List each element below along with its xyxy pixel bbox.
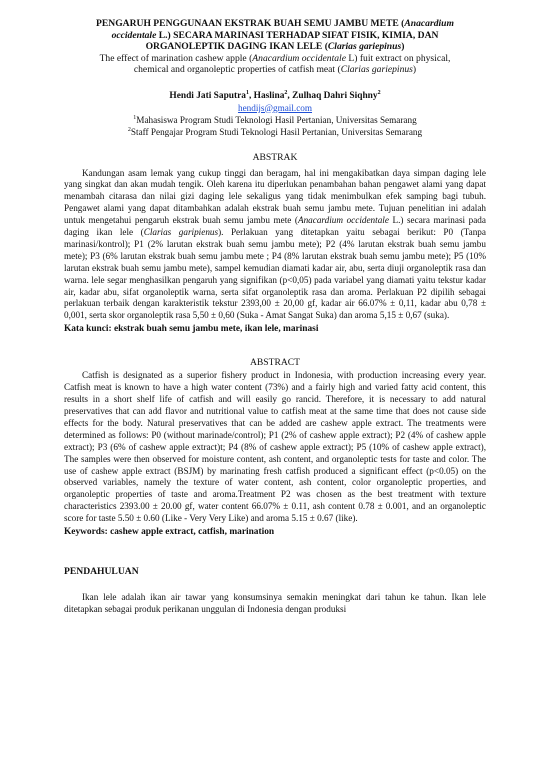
pendahuluan-heading: PENDAHULUAN [64, 566, 139, 578]
abstract-paragraph: Catfish is designated as a superior fishery product in Indonesia, with production increasing every year. Catfish meat is known to have a high water content (73%) and a fairly high and varied fatty acid content, this results in a short shelf life of catfish and will easily go rancid. Therefore, it is necessary to add natural preservatives that can add flavor and nutritional value to catfish meat at the same time that does not cause side effects for the body. Natural preservatives that can be added are cashew apple extract. The treatments were determined as follows: P0 (without marinade/control); P1 (2% of cashew apple extract); P2 (4% of cashew apple extract); P3 (6% of cashew apple extract)t; P4 (8% of cashew apple extract); P5 (10% of cashew apple extract), The samples were then observed for moisture content, ash content, and organoleptic tests for taste and color. The use of cashew apple extract (BSJM) by marinating fresh catfish produced a significant effect (p<0.05) on the observed variables, namely the texture of water content, ash content, color organoleptic properties, and organoleptic properties of taste and aroma.Treatment P2 was chosen as the best treatment with texture characteristics 2393.00 ± 20.00 gf, water content 66.07% ± 0.11, ash content 0.78 ± 0.001, and an organoleptic score for taste 5.50 ± 0.60 (Like - Very Very Like) and aroma 5.15 ± 0.67 (like). [64, 370, 486, 524]
paper-title-english: The effect of marination cashew apple (Anacardium occidentale L) fuit extract on physical, chemical and organoleptic properties of catfish meat (Clarias gariepinus) [99, 52, 451, 75]
pendahuluan-paragraph: Ikan lele adalah ikan air tawar yang konsumsinya semakin meningkat dari tahun ke tahun. Ikan lele ditetapkan sebagai produk perikanan unggulan di Indonesia dengan produksi [64, 592, 486, 614]
author-email-link[interactable]: hendijs@gmail.com [237, 102, 313, 113]
paper-title-indonesian: PENGARUH PENGGUNAAN EKSTRAK BUAH SEMU JAMBU METE (Anacardium occidentale L.) SECARA MARINASI TERHADAP SIFAT FISIK, KIMIA, DAN ORGANOLEPTIK DAGING IKAN LELE (Clarias gariepinus) [96, 18, 454, 52]
abstract-keywords: Keywords: cashew apple extract, catfish, marination [64, 527, 275, 538]
author-list: Hendi Jati Saputra$^1$, Haslina$^2$, Zulhaq Dahri Siqhny$^2$ [169, 89, 381, 101]
abstrak-heading: ABSTRAK [252, 151, 298, 163]
affiliation-1: $^1$Mahasiswa Program Studi Teknologi Hasil Pertanian, Universitas Semarang [133, 114, 417, 125]
abstract-heading: ABSTRACT [249, 357, 301, 369]
affiliation-2: $^2$Staff Pengajar Program Studi Teknologi Hasil Pertanian, Universitas Semarang [127, 126, 423, 137]
abstrak-keywords: Kata kunci: ekstrak buah semu jambu mete, ikan lele, marinasi [64, 324, 319, 335]
abstrak-paragraph: Kandungan asam lemak yang cukup tinggi dan beragam, hal ini mengakibatkan daya simpan daging lele yang singkat dan akan mudah tengik. Oleh karena itu diperlukan penambahan bahan pengawet alami yang dapat menambah citarasa dan nilai gizi daging lele sekaligus yang tidak menimbulkan efek samping bagi tubuh. Pengawet alami yang dapat ditambahkan adalah ekstrak buah semu jambu mete. Tujuan penelitian ini adalah untuk mengetahui pengaruh ekstrak buah semu jambu mete (Anacardium occidentale L.) secara marinasi pada daging ikan lele (Clarias garipienus). Perlakuan yang ditetapkan yaitu sebagai berikut: P0 (Tanpa marinasi/kontrol); P1 (2% larutan ekstrak buah semu jambu mete); P2 (4% larutan ekstrak buah semu jambu mete); P3 (6% larutan ekstrak buah semu jambu mete ; P4 (8% larutan ekstrak buah semu jambu mete); P5 (10% larutan ekstrak buah semu jambu mete), sampel kemudian diamati kadar air, abu, serta diuji organoleptik rasa dan warna. lele segar menghasilkan pengaruh yang signifikan (p<0,05) pada variabel yang diamati yaitu tekstur kadar air, kadar abu, sifat organoleptik warna, serta sifat organoleptik rasa dan aroma. Perlakuan P2 dipilih sebagai perlakuan terbaik dengan karakteristik tekstur 2393,00 ± 20,00 gf, kadar air 66.07% ± 0,11, kadar abu 0,78 ± 0,001, serta skor organoleptik rasa 5,50 ± 0,60 (Suka - Amat Sangat Suka) dan aroma 5,15 ± 0,67 (suka). [64, 167, 486, 321]
paper-content [64, 18, 486, 616]
